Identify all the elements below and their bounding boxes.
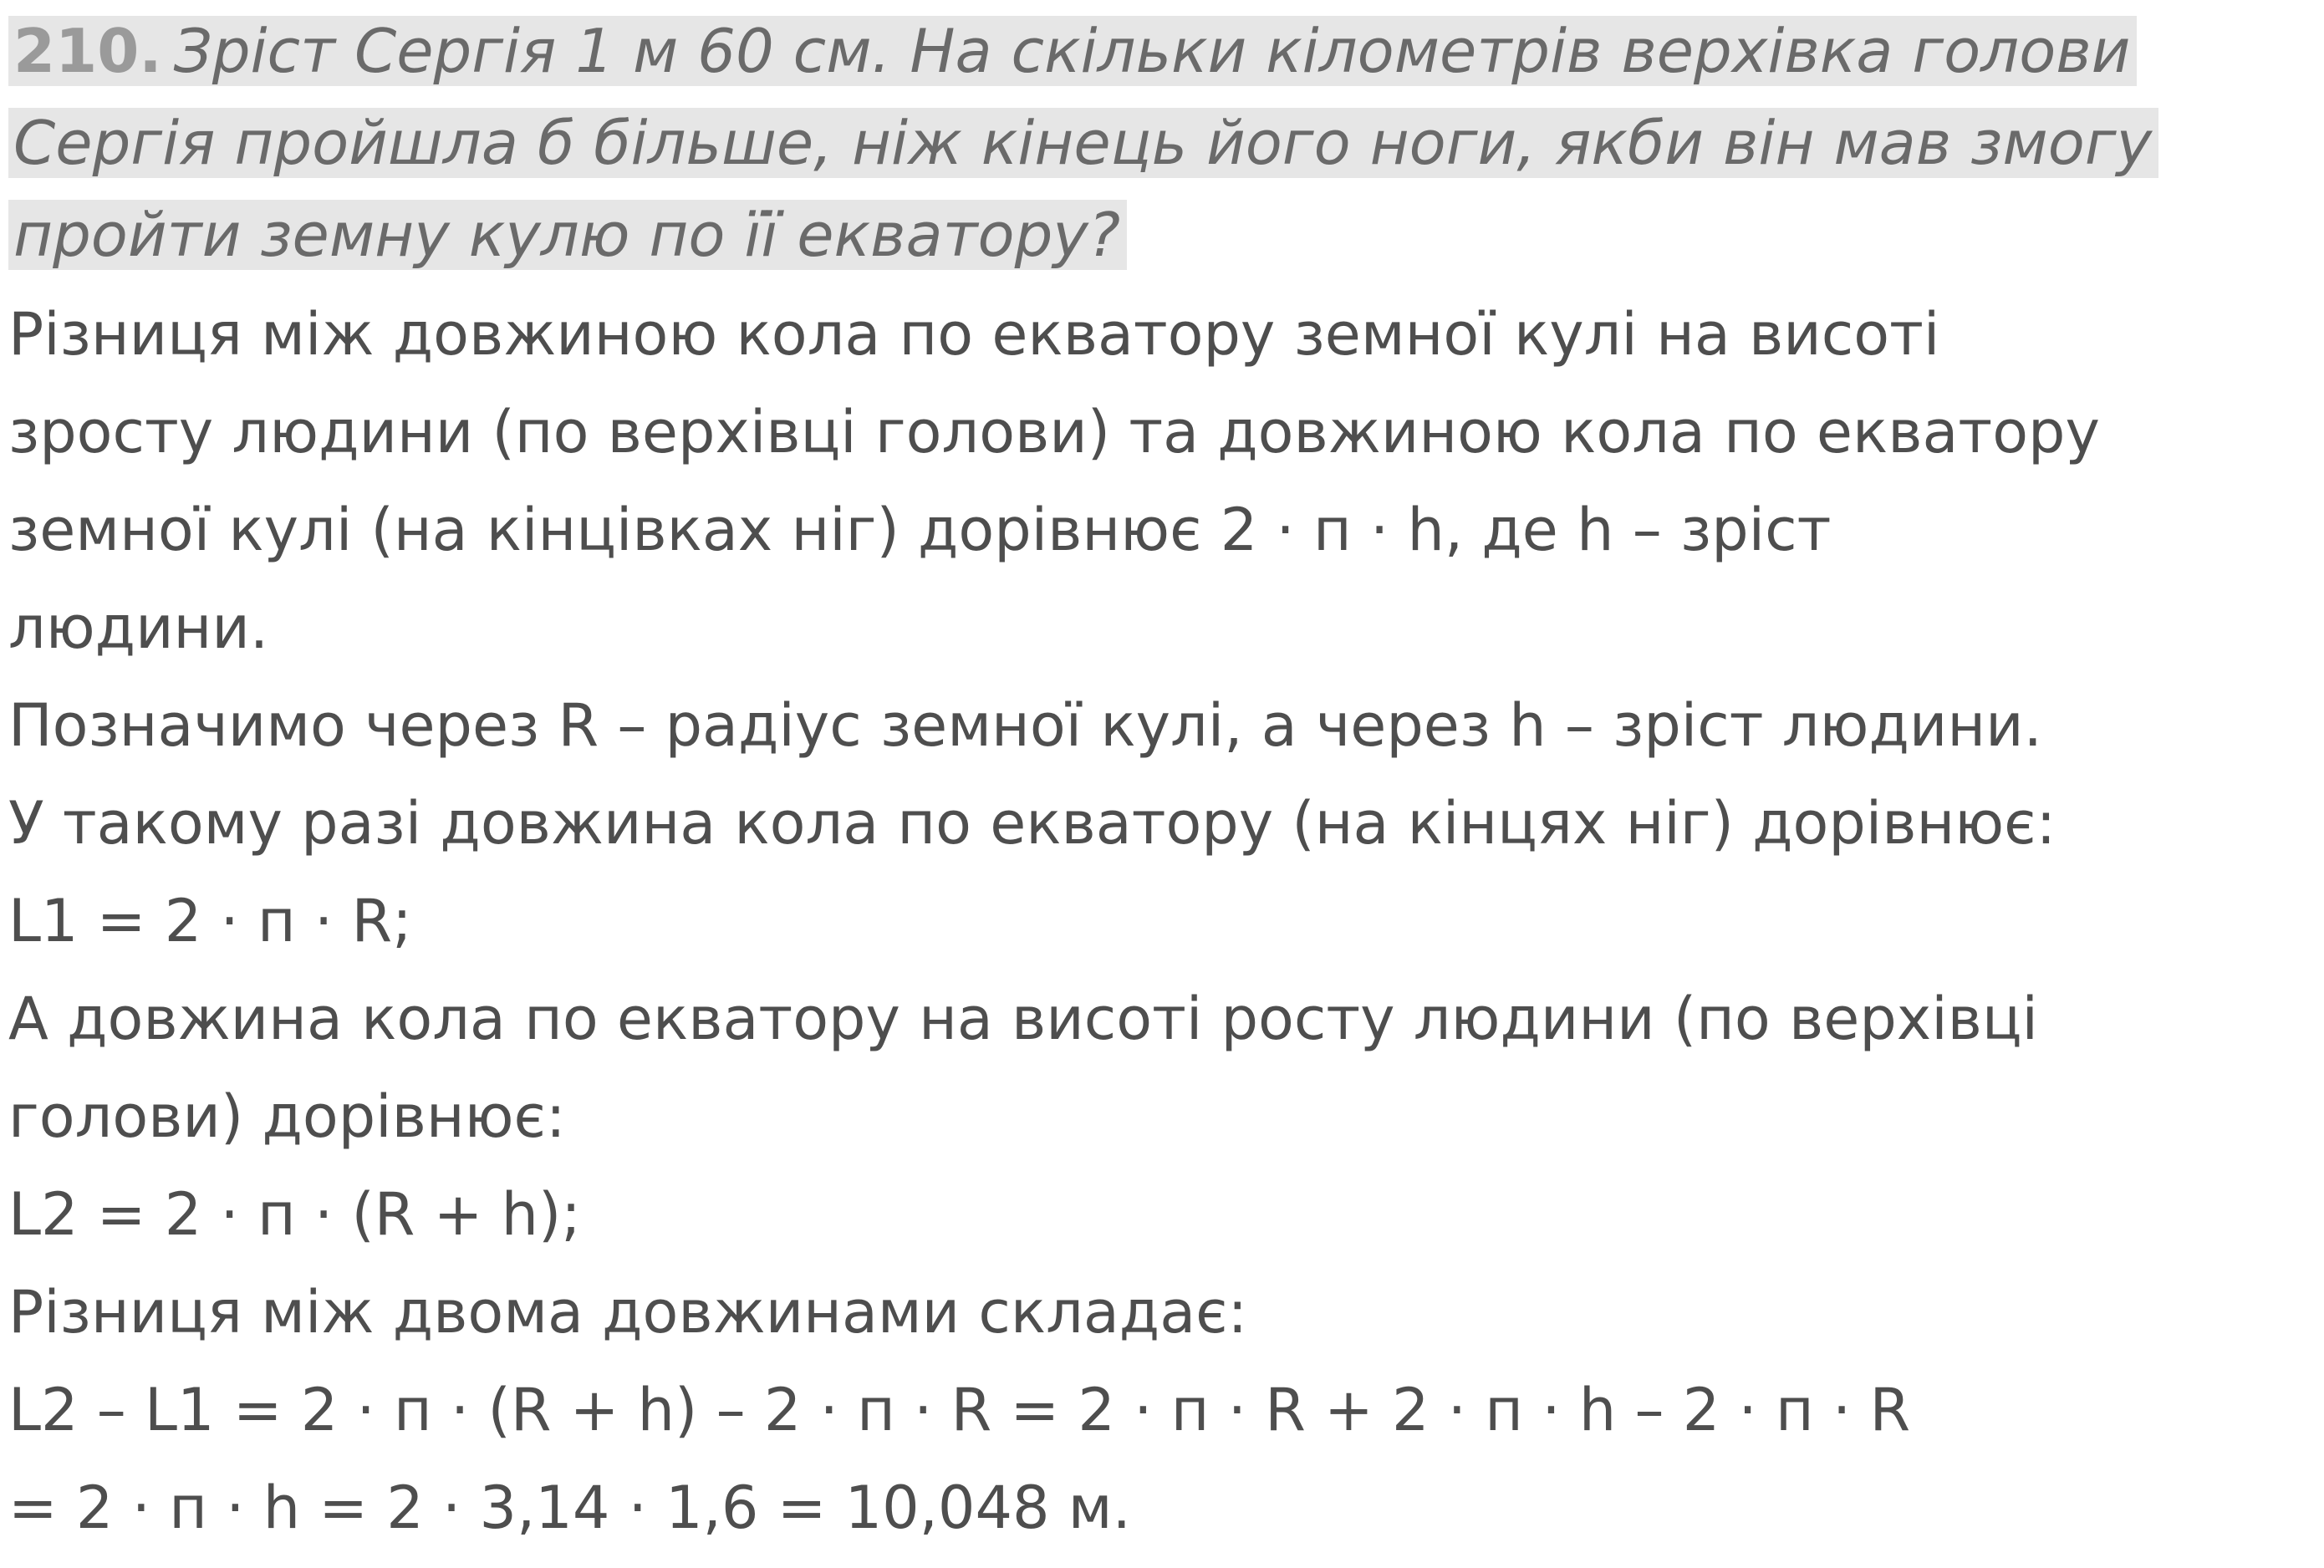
problem-line-3 [8,189,2299,281]
problem-line-1 [8,5,2299,97]
solution-line-8: А довжина кола по екватору на висоті росту людини (по верхівці [8,985,2038,1053]
formula-l1: L1 = 2 · п · R; [8,887,412,955]
solution-line-5: Позначимо через R – радіус земної кулі, а через h – зріст людини. [8,691,2042,760]
problem-line-2 [8,97,2299,189]
problem-number: 210. [13,16,162,86]
solution-line-9: голови) дорівнює: [8,1082,566,1151]
formula-difference: L2 – L1 = 2 · п · (R + h) – 2 · п · R = 2 · п · R + 2 · п · h – 2 · п · R [8,1376,1911,1444]
problem-statement [8,5,2299,281]
solution-text [8,286,2316,1557]
formula-result: = 2 · п · h = 2 · 3,14 · 1,6 = 10,048 м. [8,1474,1131,1542]
solution-line-4: людини. [8,593,269,662]
solution-line-3: земної кулі (на кінцівках ніг) дорівнює 2 · п · h, де h – зріст [8,496,1832,564]
solution-line-1: Різниця між довжиною кола по екватору земної кулі на висоті [8,300,1940,369]
solution-line-6: У такому разі довжина кола по екватору (на кінцях ніг) дорівнює: [8,789,2056,858]
formula-l2: L2 = 2 · п · (R + h); [8,1180,581,1249]
problem-text-2: Сергія пройшла б більше, ніж кінець його ноги, якби він мав змогу [13,108,2153,178]
problem-text-1: Зріст Сергія 1 м 60 см. На скільки кілометрів верхівка голови [173,16,2131,86]
solution-line-2: зросту людини (по верхівці голови) та довжиною кола по екватору [8,398,2100,466]
problem-text-3: пройти земну кулю по її екватору? [13,200,1121,270]
solution-line-11: Різниця між двома довжинами складає: [8,1278,1248,1347]
